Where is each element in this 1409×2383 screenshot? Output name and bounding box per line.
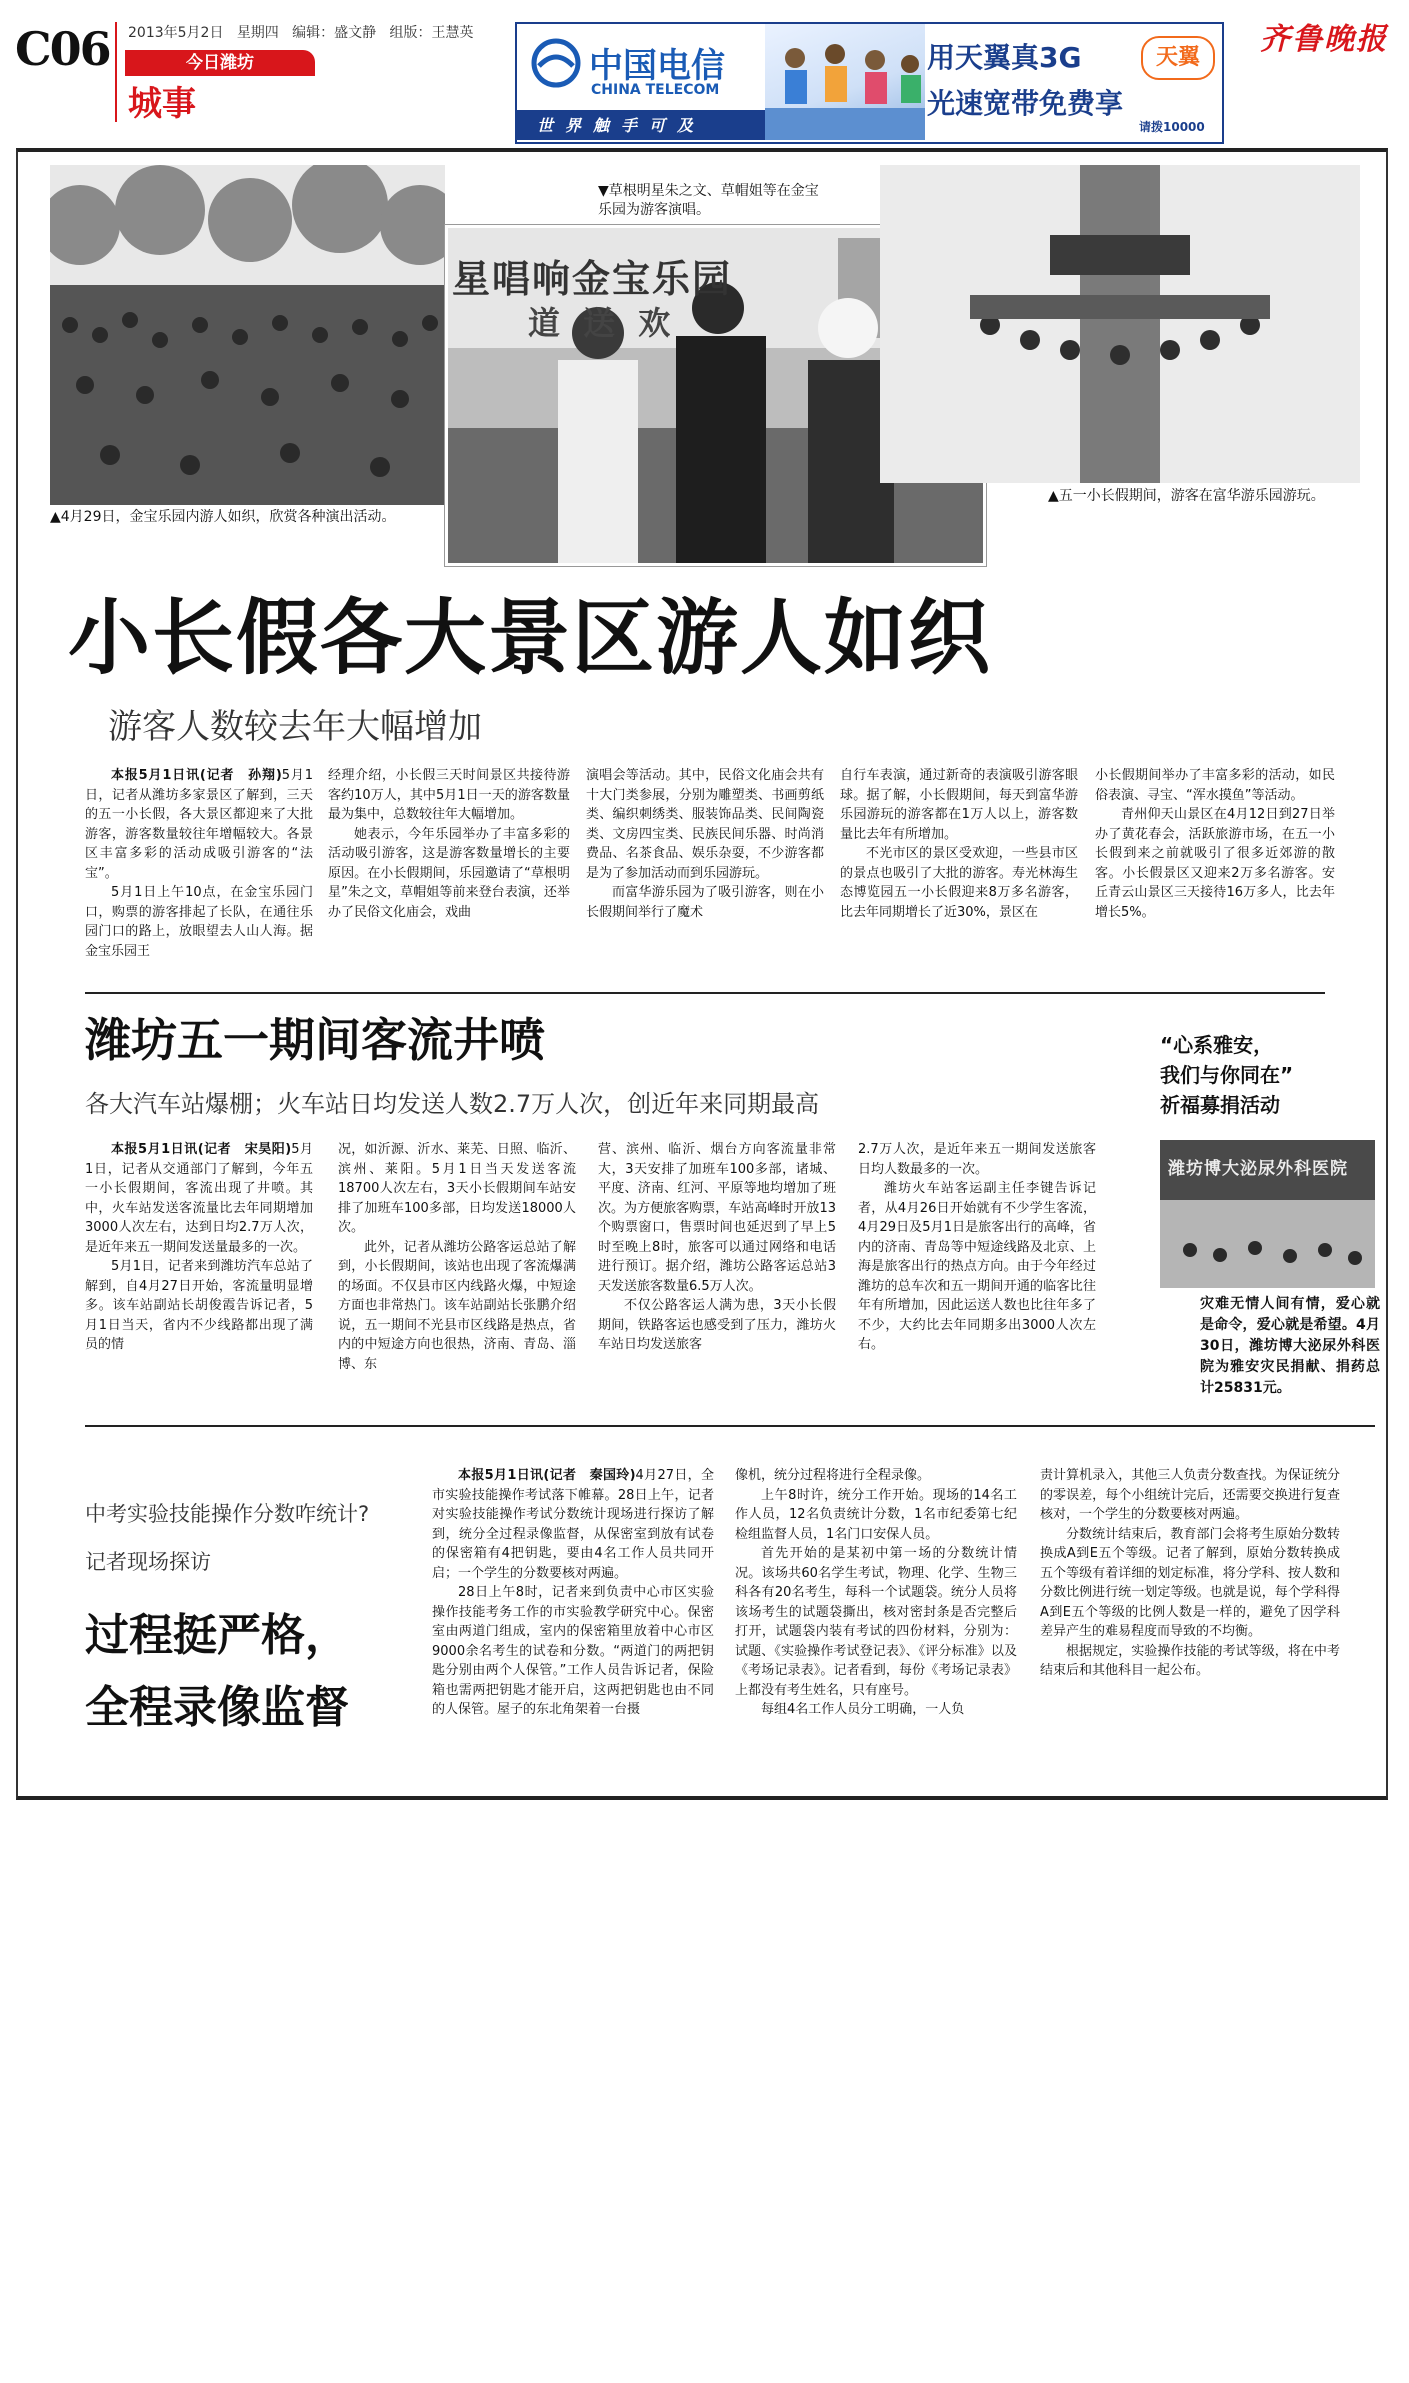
sidebar-title-2: 我们与你同在”: [1160, 1063, 1294, 1087]
telecom-brand: 中国电信: [589, 46, 725, 86]
article3-c1-p2: 28日上午8时，记者来到负责中心市区实验操作技能考务工作的市实验教学研究中心。保密室由两道门组成，室内的保密箱里放着中心市区9000余名考生的试卷和分数。“两道门的两把钥匙分别由两个人保管。”工作人员告诉记者，保险箱也需两把钥匙才能开启，这两把钥匙也由不同的人保管。屋子的东北角架着一台摄: [432, 1585, 714, 1717]
article1-col-5: [1095, 766, 1335, 922]
divider-2: [85, 1425, 1375, 1427]
banner-text: 星唱响金宝乐园: [452, 256, 733, 301]
article2-byline: 本报5月1日讯(记者 宋昊阳): [111, 1142, 292, 1157]
article2-c3-p2: 不仅公路客运人满为患，3天小长假期间，铁路客运也感受到了压力，潍坊火车站日均发送旅客: [598, 1298, 836, 1352]
caption-crowd: ▲4月29日，金宝乐园内游人如织，欣赏各种演出活动。: [50, 509, 396, 525]
article3-headline-2: 全程录像监督: [85, 1682, 349, 1733]
article3-c3-p2: 分数统计结束后，教育部门会将考生原始分数转换成A到E五个等级。记者了解到，原始分数转换成五个等级有着详细的划定标准，将分学科、按人数和分数比例进行统一划定等级。也就是说，每个学科得A到E五个等级的比例人数是一样的，避免了因学科差异产生的难易程度而导致的不均衡。: [1040, 1526, 1340, 1639]
photo-crowd: [50, 165, 445, 505]
article3-col-2: [735, 1466, 1017, 1720]
section-title: 城事: [128, 84, 196, 124]
article2-col-3: [598, 1140, 836, 1355]
article1-col-2: [328, 766, 570, 922]
banner-text-2: 道 送 欢: [528, 304, 677, 342]
article3-kicker2: 记者现场探访: [85, 1550, 211, 1574]
sidebar-caption: 灾难无情人间有情，爱心就是命令，爱心就是希望。4月30日，潍坊博大泌尿外科医院为雅安灾民捐献、捐药总计25831元。: [1200, 1296, 1380, 1396]
article1-c5-p2: 青州仰天山景区在4月12日到27日举办了黄花春会，活跃旅游市场，在五一小长假到来之前就吸引了很多近郊游的散客。小长假景区又迎来2万多名游客。安丘青云山景区三天接待16万多人，比去年增长5%。: [1095, 807, 1335, 920]
article1-subhead: 游客人数较去年大幅增加: [108, 707, 482, 747]
article1-headline: 小长假各大景区游人如织: [68, 590, 993, 686]
article1-col-1: [85, 766, 313, 961]
article3-col-3: [1040, 1466, 1340, 1681]
weekday-text: 星期四: [236, 25, 279, 41]
article3-c2-p3: 首先开始的是某初中第一场的分数统计情况。该场共60名学生考试，物理、化学、生物三科各有20名考生，每科一个试题袋。统分人员将该场考生的试题袋撕出，核对密封条是否完整后打开，试题袋内装有考试的四份材料，分别为：试题、《实验操作考试登记表》、《评分标准》以及《考场记录表》。记者看到，每份《考场记录表》上都没有考生姓名，只有座号。: [735, 1546, 1017, 1698]
article3-c3-p1: 责计算机录入，其他三人负责分数查找。为保证统分的零误差，每个小组统计完后，还需要交换进行复查核对，一个学生的分数要核对两遍。: [1040, 1468, 1340, 1522]
paper-logo: 齐鲁晚报: [1260, 22, 1388, 57]
caption-singers: ▼草根明星朱之文、草帽姐等在金宝乐园为游客演唱。: [598, 183, 819, 218]
divider-1: [85, 992, 1325, 994]
issue-date: [128, 22, 474, 42]
ad-line1: 用天翼真3G: [927, 41, 1082, 74]
article2-c2-p1: 况，如沂源、沂水、莱芜、日照、临沂、滨州、莱阳。5月1日当天发送客流18700人次左右，3天小长假期间车站安排了加班车100多部，日均发送18000人次。: [338, 1142, 576, 1235]
ad-people-photo: [765, 24, 925, 140]
article3-col-1: [432, 1466, 714, 1720]
article1-c4-p2: 不光市区的景区受欢迎，一些县市区的景点也吸引了大批的游客。寿光林海生态博览园五一小长假迎来8万多名游客，比去年同期增长了近30%，景区在: [840, 846, 1078, 920]
caption-ride: ▲五一小长假期间，游客在富华游乐园游玩。: [1048, 488, 1325, 504]
article1-c5-p1: 小长假期间举办了丰富多彩的活动，如民俗表演、寻宝、“浑水摸鱼”等活动。: [1095, 768, 1335, 803]
photo-donation: [1160, 1140, 1375, 1288]
sidebar-title: [1160, 1030, 1370, 1120]
article3-c2-p4: 每组4名工作人员分工明确，一人负: [761, 1702, 965, 1717]
article1-c3-p1: 演唱会等活动。其中，民俗文化庙会共有十大门类参展，分别为雕塑类、书画剪纸类、编织刺绣类、服装饰品类、民间陶瓷类、文房四宝类、民族民间乐器、时尚消费品、名茶食品、娱乐杂耍，不少游客都是为了参加活动而到乐园游玩。: [586, 768, 824, 881]
article3-byline: 本报5月1日讯(记者 秦国玲): [458, 1468, 636, 1483]
telecom-slogan-text: 世界触手可及: [537, 116, 706, 135]
sidebar-title-3: 祈福募捐活动: [1160, 1093, 1280, 1117]
article3-c2-p1: 像机，统分过程将进行全程录像。: [735, 1468, 931, 1483]
page-header: [0, 0, 1409, 150]
article2-c1-p2: 5月1日，记者来到潍坊汽车总站了解到，自4月27日开始，客流量明显增多。该车站副站长胡俊霞告诉记者，5月1日当天，省内不少线路都出现了满员的情: [85, 1259, 313, 1352]
article2-c1-p1: 5月1日，记者从交通部门了解到，今年五一小长假期间，客流出现了井喷。其中，火车站发送客流量比去年同期增加3000人次左右，达到日均2.7万人次，是近年来五一期间发送量最多的一次。: [85, 1142, 313, 1255]
photo-ride: [880, 165, 1360, 483]
ad-line2: 光速宽带免费享: [927, 87, 1124, 120]
article1-byline: 本报5月1日讯(记者 孙翔): [111, 768, 282, 783]
article3-c2-p2: 上午8时许，统分工作开始。现场的14名工作人员，12名负责统计分数，1名市纪委第七纪检组监督人员，1名门口安保人员。: [735, 1487, 1017, 1542]
article3-c3-p3: 根据规定，实验操作技能的考试等级，将在中考结束后和其他科目一起公布。: [1040, 1643, 1340, 1678]
telecom-logo-icon: [531, 38, 581, 88]
article1-c1-p1: 5月1日，记者从潍坊多家景区了解到，三天的五一小长假，各大景区都迎来了大批游客，游客数量较往年增幅较大。各景区丰富多彩的活动成吸引游客的“法宝”。: [85, 768, 313, 881]
editor-text: 编辑：盛文静: [292, 25, 377, 41]
article3-c1-p1: 4月27日，全市实验技能操作考试落下帷幕。28日上午，记者对实验技能操作考试分数统计现场进行探访了解到，统分全过程录像监督，从保密室到放有试卷的保密箱有4把钥匙，要由4名工作人员共同开启；一个学生的分数要核对两遍。: [432, 1468, 714, 1581]
date-text: 2013年5月2日: [128, 25, 224, 41]
article1-col-3: [586, 766, 824, 922]
article1-c4-p1: 自行车表演，通过新奇的表演吸引游客眼球。据了解，小长假期间，每天到富华游乐园游玩的游客都在1万人以上，游客数量比去年有所增加。: [840, 768, 1078, 842]
article2-subhead: 各大汽车站爆棚；火车站日均发送人数2.7万人次，创近年来同期最高: [85, 1090, 820, 1118]
header-divider: [115, 22, 117, 122]
ad-hotline: 请拨10000: [1139, 120, 1205, 134]
article3-headline-1: 过程挺严格，: [85, 1610, 349, 1661]
sidebar-title-1: “心系雅安，: [1160, 1033, 1274, 1057]
article1-c3-p2: 而富华游乐园为了吸引游客，则在小长假期间举行了魔术: [586, 885, 824, 920]
section-tag: 今日潍坊: [125, 50, 315, 76]
article2-col-2: [338, 1140, 576, 1374]
article3-kicker: 中考实验技能操作分数咋统计?: [85, 1502, 370, 1526]
article2-col-4: [858, 1140, 1096, 1355]
article2-col-1: [85, 1140, 313, 1355]
article2-c4-p2: 潍坊火车站客运副主任李键告诉记者，从4月26日开始就有不少学生客流，4月29日及5月1日是旅客出行的高峰，省内的济南、青岛等中短途线路及北京、上海是旅客出行的热点方向。由于今年经过潍坊的总车次和五一期间开通的临客比往年有所增加，因此运送人数也比往年多了不少，大约比去年同期多出3000人次左右。: [858, 1181, 1096, 1352]
article1-c2-p2: 她表示，今年乐园举办了丰富多彩的活动吸引游客，这是游客数量增长的主要原因。在小长假期间，乐园邀请了“草根明星”朱之文，草帽姐等前来登台表演，还举办了民俗文化庙会，戏曲: [328, 826, 570, 920]
article2-headline: 潍坊五一期间客流井喷: [85, 1013, 545, 1067]
article1-col-4: [840, 766, 1078, 922]
telecom-brand-en: CHINA TELECOM: [591, 82, 720, 98]
tianyi-logo: 天翼: [1141, 36, 1215, 80]
article1-c1-p2: 5月1日上午10点，在金宝乐园门口，购票的游客排起了长队，在通往乐园门口的路上，放眼望去人山人海。据金宝乐园王: [85, 885, 313, 959]
article1-c2-p1: 经理介绍，小长假三天时间景区共接待游客约10万人，其中5月1日一天的游客数量最为集中，总数较往年大幅增加。: [328, 768, 570, 822]
article2-c4-p1: 2.7万人次，是近年来五一期间发送旅客日均人数最多的一次。: [858, 1142, 1096, 1177]
page-number: C06: [15, 22, 110, 76]
article2-c3-p1: 营、滨州、临沂、烟台方向客流量非常大，3天安排了加班车100多部，诸城、平度、济南、红河、平原等地均增加了班次。为方便旅客购票，车站高峰时开放13个购票窗口，售票时间也延迟到了早上5时至晚上8时，旅客可以通过网络和电话进行预订。据介绍，潍坊公路客运总站3天发送旅客数量6.5万人次。: [598, 1142, 836, 1294]
telecom-ad[interactable]: [515, 22, 1224, 144]
hospital-sign: 潍坊博大泌尿外科医院: [1168, 1159, 1348, 1179]
article2-c2-p2: 此外，记者从潍坊公路客运总站了解到，小长假期间，该站也出现了客流爆满的场面。不仅县市区内线路火爆，中短途方面也非常热门。该车站副站长张鹏介绍说，五一期间不光县市区线路是热点，省内的中短途方向也很热，济南、青岛、淄博、东: [338, 1239, 576, 1372]
layout-text: 组版：王慧英: [389, 25, 474, 41]
